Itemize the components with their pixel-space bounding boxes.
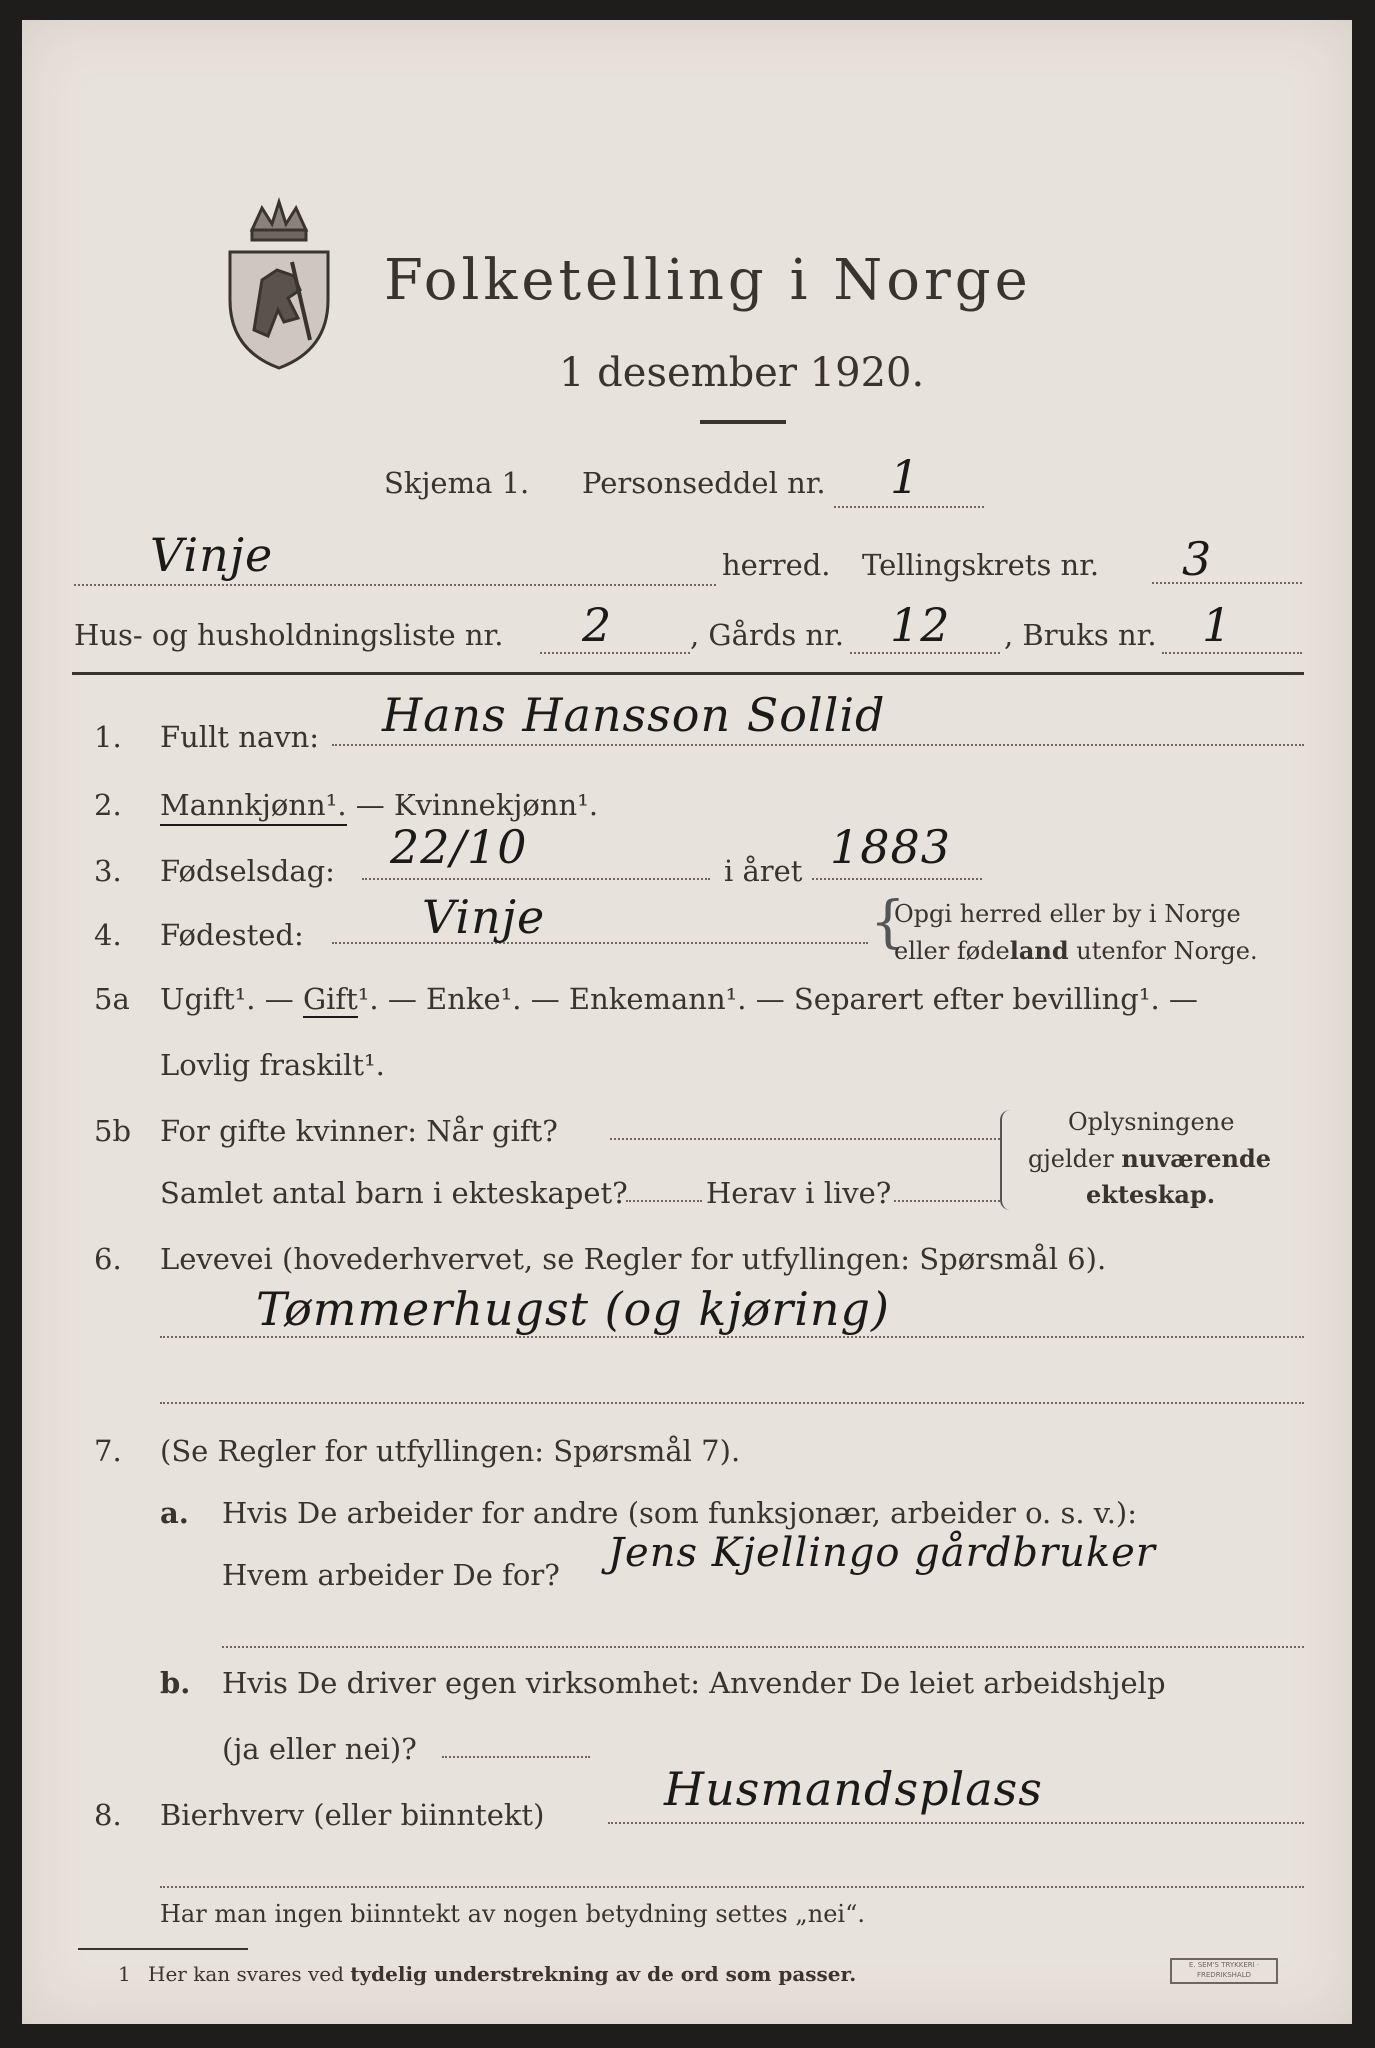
- q7a-line2: Hvem arbeider De for?: [222, 1558, 560, 1592]
- personseddel-line: [834, 506, 984, 508]
- q5a-line2: Lovlig fraskilt¹.: [160, 1048, 385, 1082]
- q8-secondary-income-value: Husmandsplass: [664, 1762, 1043, 1816]
- q4-line: [332, 942, 868, 944]
- q6-occupation-value: Tømmerhugst (og kjøring): [256, 1282, 890, 1336]
- q7-label: (Se Regler for utfyllingen: Spørsmål 7).: [160, 1434, 741, 1468]
- q7a-line1: Hvis De arbeider for andre (som funksjonær, arbeider o. s. v.):: [222, 1496, 1138, 1530]
- q3-line: [362, 878, 710, 880]
- q5a-gift-underlined: Gift: [302, 982, 358, 1016]
- herred-label: herred.: [722, 548, 831, 582]
- q5b-note-line2: gjelder nuværende: [1028, 1144, 1272, 1173]
- footnote-divider: [78, 1948, 248, 1950]
- gards-label: , Gårds nr.: [690, 618, 844, 652]
- bruks-value: 1: [1202, 598, 1233, 652]
- gards-value: 12: [890, 598, 951, 652]
- q7a-employer-value: Jens Kjellingo gårdbruker: [608, 1530, 1156, 1576]
- herred-value: Vinje: [150, 528, 274, 582]
- header-divider: [72, 672, 1304, 675]
- q5a-line1: Ugift¹. — Gift¹. — Enke¹. — Enkemann¹. — Separert efter bevilling¹. —: [160, 982, 1198, 1016]
- printer-stamp: E. SEM'S TRYKKERI · FREDRIKSHALD: [1170, 1958, 1278, 1984]
- q4-note-line2: eller fødeland utenfor Norge.: [894, 936, 1258, 965]
- q7b-letter: b.: [160, 1666, 191, 1700]
- q2-separator: —: [346, 788, 394, 822]
- personseddel-label: Personseddel nr.: [582, 466, 826, 500]
- q5b-note-line1: Oplysningene: [1068, 1108, 1235, 1136]
- q1-full-name-value: Hans Hansson Sollid: [382, 688, 886, 742]
- census-date: 1 desember 1920.: [559, 350, 925, 396]
- q6-label: Levevei (hovederhvervet, se Regler for utfyllingen: Spørsmål 6).: [160, 1242, 1107, 1276]
- q2-number: 2.: [94, 788, 122, 822]
- q5b-children-line: [626, 1200, 702, 1202]
- q8-number: 8.: [94, 1798, 122, 1832]
- norway-coat-of-arms-icon: [222, 190, 336, 374]
- q5b-bracket: [1000, 1110, 1012, 1210]
- q3-birthday-value: 22/10: [390, 820, 528, 874]
- page-title: Folketelling i Norge: [384, 248, 1032, 313]
- q5b-alive-line: [894, 1200, 1000, 1202]
- q8-label: Bierhverv (eller biinntekt): [160, 1798, 545, 1832]
- q2-sex-options: [160, 788, 598, 822]
- q8-line2: [160, 1886, 1304, 1888]
- q6-line2: [160, 1402, 1304, 1404]
- q7a-letter: a.: [160, 1496, 189, 1530]
- q3-year-value: 1883: [830, 820, 952, 874]
- q6-number: 6.: [94, 1242, 122, 1276]
- personseddel-value: 1: [890, 450, 921, 504]
- q7-number: 7.: [94, 1434, 122, 1468]
- q7b-line2: (ja eller nei)?: [222, 1732, 417, 1766]
- q2-female-option: Kvinnekjønn¹.: [394, 788, 599, 822]
- tellingskrets-label: Tellingskrets nr.: [862, 548, 1100, 582]
- bruks-line: [1162, 652, 1302, 654]
- q8-line: [608, 1822, 1304, 1824]
- footnote-mark: 1: [118, 1962, 131, 1986]
- tellingskrets-value: 3: [1182, 532, 1213, 586]
- footer-note: Har man ingen biinntekt av nogen betydning settes „nei“.: [160, 1900, 865, 1928]
- q5a-number: 5a: [94, 982, 130, 1016]
- q3-label: Fødselsdag:: [160, 854, 335, 888]
- gards-line: [850, 652, 1000, 654]
- hus-label: Hus- og husholdningsliste nr.: [74, 618, 504, 652]
- q4-birthplace-value: Vinje: [422, 890, 546, 944]
- q2-male-option: Mannkjønn¹.: [160, 788, 347, 826]
- herred-line: [74, 584, 716, 586]
- q1-number: 1.: [94, 720, 122, 754]
- footnote-text: Her kan svares ved tydelig understrekning av de ord som passer.: [148, 1962, 857, 1986]
- q7a-line: [222, 1646, 1304, 1648]
- q5b-when-married-line: [610, 1138, 1000, 1140]
- q3-year-line: [812, 878, 982, 880]
- q3-number: 3.: [94, 854, 122, 888]
- skjema-label: Skjema 1.: [384, 466, 530, 500]
- q6-line1: [160, 1336, 1304, 1338]
- q5b-alive-label: Herav i live?: [706, 1176, 892, 1210]
- q7b-line1: Hvis De driver egen virksomhet: Anvender De leiet arbeidshjelp: [222, 1666, 1166, 1700]
- q1-label: Fullt navn:: [160, 720, 320, 754]
- hus-value: 2: [582, 598, 613, 652]
- q5b-children-label: Samlet antal barn i ekteskapet?: [160, 1176, 628, 1210]
- q1-line: [332, 744, 1304, 746]
- q5b-note-line3: ekteskap.: [1086, 1180, 1216, 1209]
- title-divider: [700, 420, 786, 424]
- tellingskrets-line: [1152, 582, 1302, 584]
- q5b-number: 5b: [94, 1114, 132, 1148]
- q4-brace: {: [870, 890, 906, 955]
- q4-number: 4.: [94, 918, 122, 952]
- q7b-line: [442, 1756, 590, 1758]
- q4-note-line1: Opgi herred eller by i Norge: [894, 900, 1241, 928]
- bruks-label: , Bruks nr.: [1004, 618, 1157, 652]
- q4-label: Fødested:: [160, 918, 304, 952]
- hus-line: [540, 652, 690, 654]
- census-form-sheet: [22, 20, 1352, 2024]
- q3-year-label: i året: [724, 854, 803, 888]
- q5b-line1: For gifte kvinner: Når gift?: [160, 1114, 558, 1148]
